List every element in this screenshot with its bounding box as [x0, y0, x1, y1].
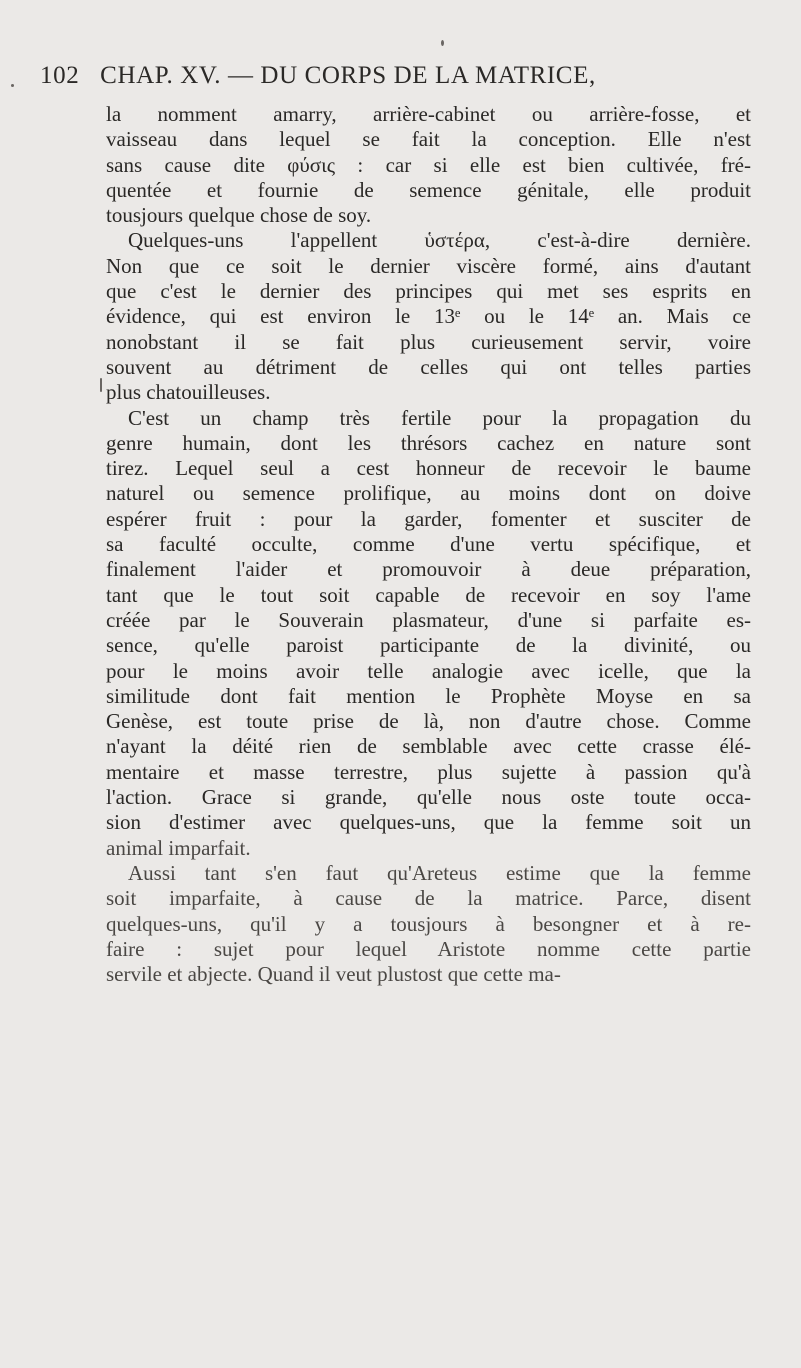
text-line: tousjours quelque chose de soy. — [106, 203, 372, 228]
text-line: tirez. Lequel seul a cest honneur de recevoir le baume — [106, 456, 751, 481]
text-line: genre humain, dont les thrésors cachez en nature sont — [106, 430, 751, 455]
text-line: n'ayant la déité rien de semblable avec cette crasse élé- — [106, 734, 751, 759]
text-line: espérer fruit : pour la garder, fomenter et susciter de — [106, 506, 751, 531]
text-line: que c'est le dernier des principes qui met ses esprits en — [106, 279, 751, 304]
text-line: finalement l'aider et promouvoir à deue préparation, — [106, 557, 751, 582]
text-line: animal imparfait. — [106, 835, 251, 860]
text-line: souvent au détriment de celles qui ont telles parties — [106, 354, 751, 379]
text-line: C'est un champ très fertile pour la propagation du — [128, 405, 751, 430]
body-text — [106, 102, 751, 987]
text-line: évidence, qui est environ le 13ᵉ ou le 14ᵉ an. Mais ce — [106, 304, 751, 329]
print-speck — [11, 84, 14, 87]
text-line: plus chatouilleuses. — [106, 380, 271, 405]
text-line: la nomment amarry, arrière-cabinet ou arrière-fosse, et — [106, 102, 751, 126]
text-line: quentée et fournie de semence génitale, elle produit — [106, 177, 751, 202]
text-line: créée par le Souverain plasmateur, d'une si parfaite es- — [106, 607, 751, 632]
text-line: pour le moins avoir telle analogie avec icelle, que la — [106, 658, 751, 683]
text-line: tant que le tout soit capable de recevoir en soy l'ame — [106, 582, 751, 607]
text-line: sa faculté occulte, comme d'une vertu spécifique, et — [106, 532, 751, 557]
text-line: Aussi tant s'en faut qu'Areteus estime que la femme — [128, 860, 751, 885]
text-line: faire : sujet pour lequel Aristote nomme cette partie — [106, 936, 751, 961]
text-line: quelques-uns, qu'il y a tousjours à besongner et à re- — [106, 911, 751, 936]
text-line: similitude dont fait mention le Prophète Moyse en sa — [106, 683, 751, 708]
text-line: vaisseau dans lequel se fait la conception. Elle n'est — [106, 127, 751, 152]
text-line: Genèse, est toute prise de là, non d'autre chose. Comme — [106, 709, 751, 734]
text-line: sans cause dite φύσις : car si elle est bien cultivée, fré- — [106, 152, 751, 177]
text-line: Non que ce soit le dernier viscère formé, ains d'autant — [106, 253, 751, 278]
print-speck — [441, 40, 444, 46]
text-line: Quelques-uns l'appellent ὑστέρα, c'est-à-dire dernière. — [128, 228, 751, 253]
text-line: sence, qu'elle paroist participante de la divinité, ou — [106, 633, 751, 658]
page-header — [40, 62, 740, 90]
print-speck — [100, 378, 102, 392]
text-line: servile et abjecte. Quand il veut plustost que cette ma- — [106, 962, 561, 987]
text-line: sion d'estimer avec quelques-uns, que la femme soit un — [106, 810, 751, 835]
text-line: mentaire et masse terrestre, plus sujette à passion qu'à — [106, 759, 751, 784]
running-title: CHAP. XV. — DU CORPS DE LA MATRICE, — [100, 62, 596, 89]
text-line: soit imparfaite, à cause de la matrice. Parce, disent — [106, 886, 751, 911]
text-line: nonobstant il se fait plus curieusement servir, voire — [106, 329, 751, 354]
text-line: naturel ou semence prolifique, au moins dont on doive — [106, 481, 751, 506]
page-number: 102 — [40, 62, 80, 89]
text-line: l'action. Grace si grande, qu'elle nous oste toute occa- — [106, 785, 751, 810]
